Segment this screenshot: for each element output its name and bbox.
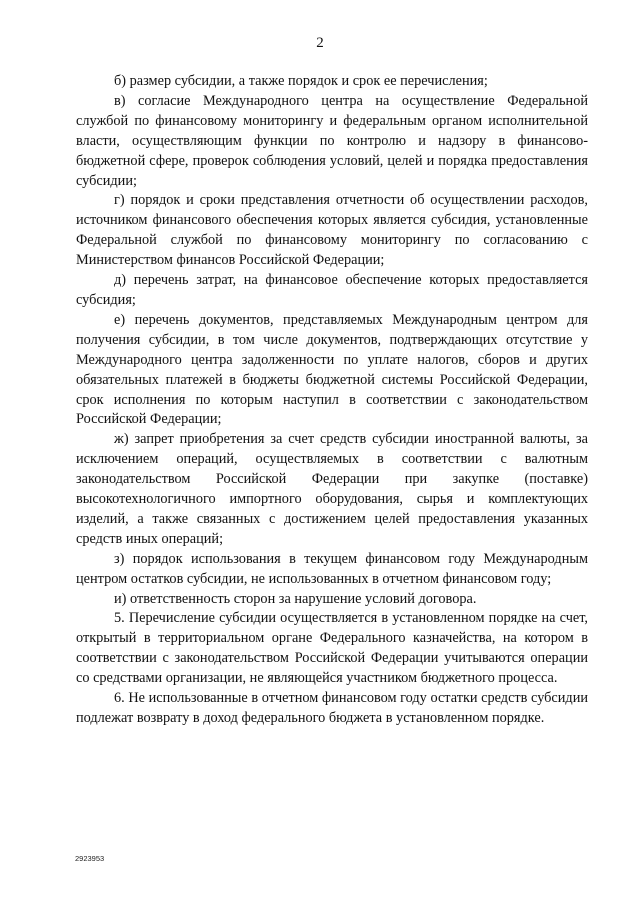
clause-zh: ж) запрет приобретения за счет средств субсидии иностранной валюты, за исключением операций, осуществляемых в соответствии с валютным законодательством Российской Федерации при закупке (поставке) высокотехнологичного импортного оборудования, сырья и комплектующих изделий, а также связанных с достижением целей предоставления указанных средств иных операций; [76,431,588,547]
clause-z: з) порядок использования в текущем финансовом году Международным центром остатков субсидии, не использованных в отчетном финансовом году; [76,550,588,587]
clause-d: д) перечень затрат, на финансовое обеспечение которых предоставляется субсидия; [76,272,588,308]
clause-i: и) ответственность сторон за нарушение условий договора. [114,590,477,607]
clause-v: в) согласие Международного центра на осуществление Федеральной службой по финансовому мониторингу и федеральным органом исполнительной власти, осуществляющим функции по контролю и надзору в финансово-бюджетной сфере, проверок соблюдения условий, целей и порядка предоставления субсидии; [76,92,588,189]
clause-e: е) перечень документов, представляемых Международным центром для получения субсидии, в том числе документов, подтверждающих отсутствие у Международного центра задолженности по уплате налогов, сборов и других обязательных платежей в бюджеты бюджетной системы Российской Федерации, срок исполнения по которым наступил в соответствии с законодательством Российской Федерации; [76,311,588,428]
section-5: 5. Перечисление субсидии осуществляется в установленном порядке на счет, открытый в территориальном органе Федерального казначейства, на котором в соответствии с законодательством Российской Федерации учитываются операции со средствами организации, не являющейся участником бюджетного процесса. [76,610,588,687]
section-6: 6. Не использованные в отчетном финансовом году остатки средств субсидии подлежат возврату в доход федерального бюджета в установленном порядке. [76,690,588,726]
document-body [76,72,588,729]
page-number: 2 [316,35,324,51]
clause-b: б) размер субсидии, а также порядок и срок ее перечисления; [114,73,488,89]
clause-g: г) порядок и сроки представления отчетности об осуществлении расходов, источником финансового обеспечения которых является субсидия, установленные Федеральной службой по финансовому мониторингу по согласованию с Министерством финансов Российской Федерации; [76,192,588,269]
document-id: 2923953 [75,854,105,863]
